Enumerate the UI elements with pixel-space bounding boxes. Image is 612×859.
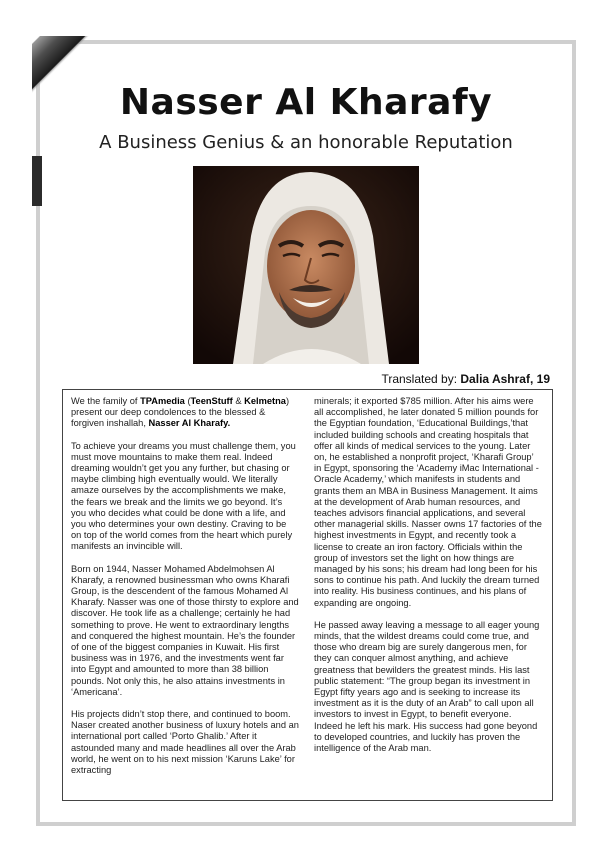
paragraph-biography: Born on 1944, Nasser Mohamed Abdelmohsen Al Kharafy, a renowned businessman who owns Kharafi Group, is the descendent of the famous Mohamed Al Kharafy. Nasser was one of those thirsty to explore and discover. He took life as a challenge; certainly he had something to prove. He went to extraordinary lengths and conquered the highest mountain. He’s the founder of one of the biggest companies in Kuwait. His first business was in 1976, and the investments went far into Egypt and amounted to more than 38 billion pounds. Not only this, he also attains investments in ‘Americana’.	[71, 563, 299, 697]
page-title: Nasser Al Kharafy	[119, 82, 493, 123]
paragraph-legacy: He passed away leaving a message to all eager young minds, that the wildest dreams could come true, and those who dream big are surely dangerous men, for they can conquer almost anything, and achieve greatness that bewilders the greatest minds. His last public statement: “The group began its investment in Egypt fifty years ago and is seeking to increase its investment as it is the duty of an Arab” to call upon all investors to invest in Egypt, to benefit everyone. Indeed he left his mark. His success had gone beyond to developed countries, and luckily has proven the intelligence of the Arab man.	[314, 619, 540, 754]
translator-credit	[381, 372, 550, 386]
portrait-photo	[193, 166, 419, 364]
article-column-right	[314, 396, 542, 765]
paragraph-projects: His projects didn’t stop there, and continued to boom. Naser created another business of luxury hotels and an international port called ‘Porto Ghalib.’ After it astounded many and made headlines all over the Arab world, he went on to his next mission ‘Karuns Lake’ for extracting	[71, 709, 299, 776]
paragraph-dreams: To achieve your dreams you must challenge them, you must move mountains to make them real. Indeed dreaming wouldn’t get you any further, but chasing or maybe climbing high eventually would. We literally amaze ourselves by the accomplishments we make, the fears we break and the limits we go beyond. It’s you who decides what could be done with a life, and you who determines your own destiny. Craving to be on top of the world comes from the heart which purely manifests an invincible will.	[71, 440, 296, 552]
article-column-left	[71, 396, 299, 787]
page-subtitle: A Business Genius & an honorable Reputation	[99, 132, 513, 153]
intro-paragraph: We the family of TPAmedia (TeenStuff & Kelmetna) present our deep condolences to the blessed & forgiven inshallah, Nasser Al Kharafy.	[71, 396, 290, 429]
article-box	[62, 389, 553, 801]
translator-name: Dalia Ashraf, 19	[460, 372, 550, 386]
paragraph-philanthropy: minerals; it exported $785 million. After his aims were all accomplished, he later donated 5 million pounds for the Egyptian foundation, ‘Educational Buildings,’that included building schools and creating hospitals that offer all kinds of medical services to the young. Later on, he established a nonprofit project, ‘Kharafi Group’ in Egypt, sponsoring the ‘Academy iMac International - Oracle Academy,’ which manifests in students and grants them an MBA in Business Management. It aims at the development of Arab human resources, and teaches advisors financial applications, and several other managerial skills. Nasser owns 17 factories of the highest investments in Egypt, and recently took a license to create an iron factory. Officials within the group of investors set the light on how things are managed by his sons; his dream had long been for his sons to continue his path. And luckily the dream turned into reality. His business continues, and his plans of expanding are ongoing.	[314, 396, 542, 608]
translator-label: Translated by:	[381, 372, 458, 386]
